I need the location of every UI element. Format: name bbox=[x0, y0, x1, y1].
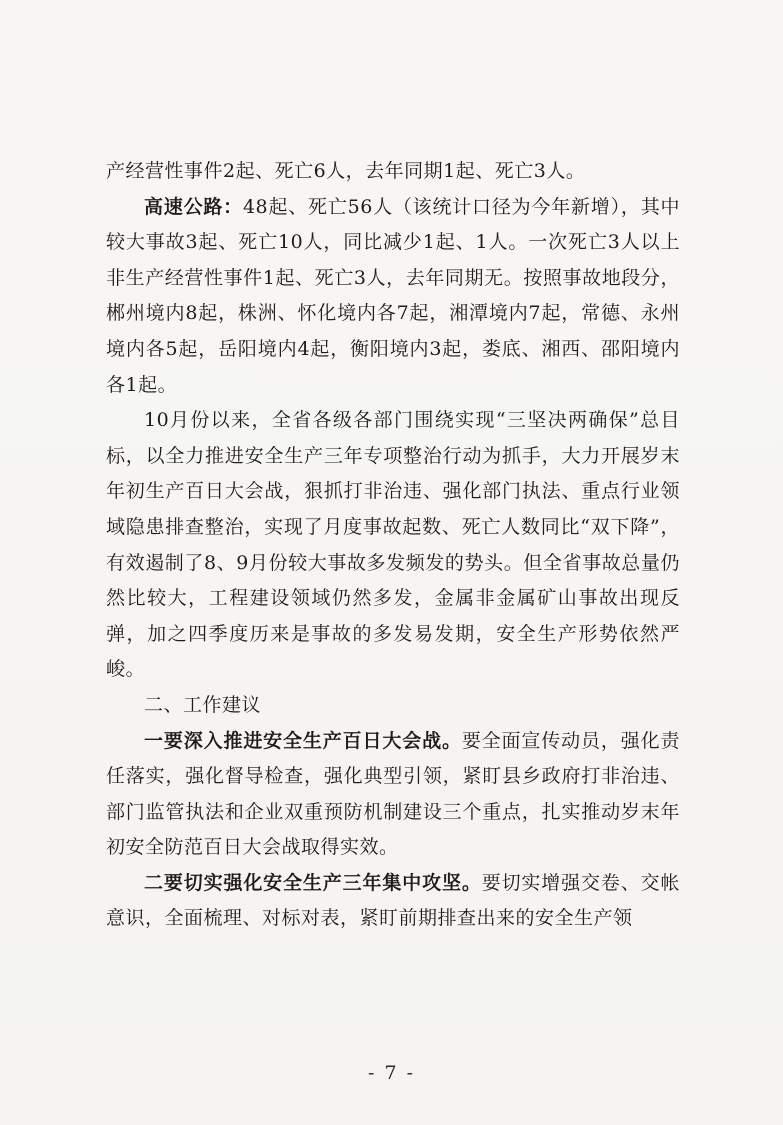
paragraph-suggestion-two bbox=[106, 866, 680, 937]
paragraph-october-summary: 10月份以来，全省各级各部门围绕实现“三坚决两确保”总目标，以全力推进安全生产三年专项整治行动为抓手，大力开展岁末年初生产百日大会战，狠抓打非治违、强化部门执法、重点行业领域隐患排查整治，实现了月度事故起数、死亡人数同比“双下降”，有效遏制了8、9月份较大事故多发频发的势头。但全省事故总量仍然比较大，工程建设领域仍然多发，金属非金属矿山事故出现反弹，加之四季度历来是事故的多发易发期，安全生产形势依然严峻。 bbox=[106, 409, 680, 681]
expressway-text: 48起、死亡56人（该统计口径为今年新增），其中较大事故3起、死亡10人，同比减少1起、1人。一次死亡3人以上非生产经营性事件1起、死亡3人，去年同期无。按照事故地段分，郴州境内8起，株洲、怀化境内各7起，湘潭境内7起，常德、永州境内各5起，岳阳境内4起，衡阳境内3起，娄底、湘西、邵阳境内各1起。 bbox=[106, 195, 680, 396]
expressway-lead: 高速公路： bbox=[144, 195, 243, 218]
document-body bbox=[106, 154, 680, 937]
suggestion-two-text: 要切实增强交卷、交帐意识，全面梳理、对标对表，紧盯前期排查出来的安全生产领 bbox=[106, 871, 680, 930]
page-number: - 7 - bbox=[367, 1062, 415, 1084]
paragraph-continuation: 产经营性事件2起、死亡6人，去年同期1起、死亡3人。 bbox=[106, 160, 586, 182]
paragraph-suggestion-one bbox=[106, 724, 680, 866]
suggestion-one-text: 要全面宣传动员，强化责任落实，强化督导检查，强化典型引领，紧盯县乡政府打非治违、部门监管执法和企业双重预防机制建设三个重点，扎实推动岁末年初安全防范百日大会战取得实效。 bbox=[106, 729, 680, 859]
paragraph-expressway bbox=[106, 190, 680, 404]
section-heading-work-suggestions: 二、工作建议 bbox=[144, 693, 262, 716]
suggestion-one-lead: 一要深入推进安全生产百日大会战。 bbox=[144, 729, 462, 752]
suggestion-two-lead: 二要切实强化安全生产三年集中攻坚。 bbox=[144, 871, 482, 894]
